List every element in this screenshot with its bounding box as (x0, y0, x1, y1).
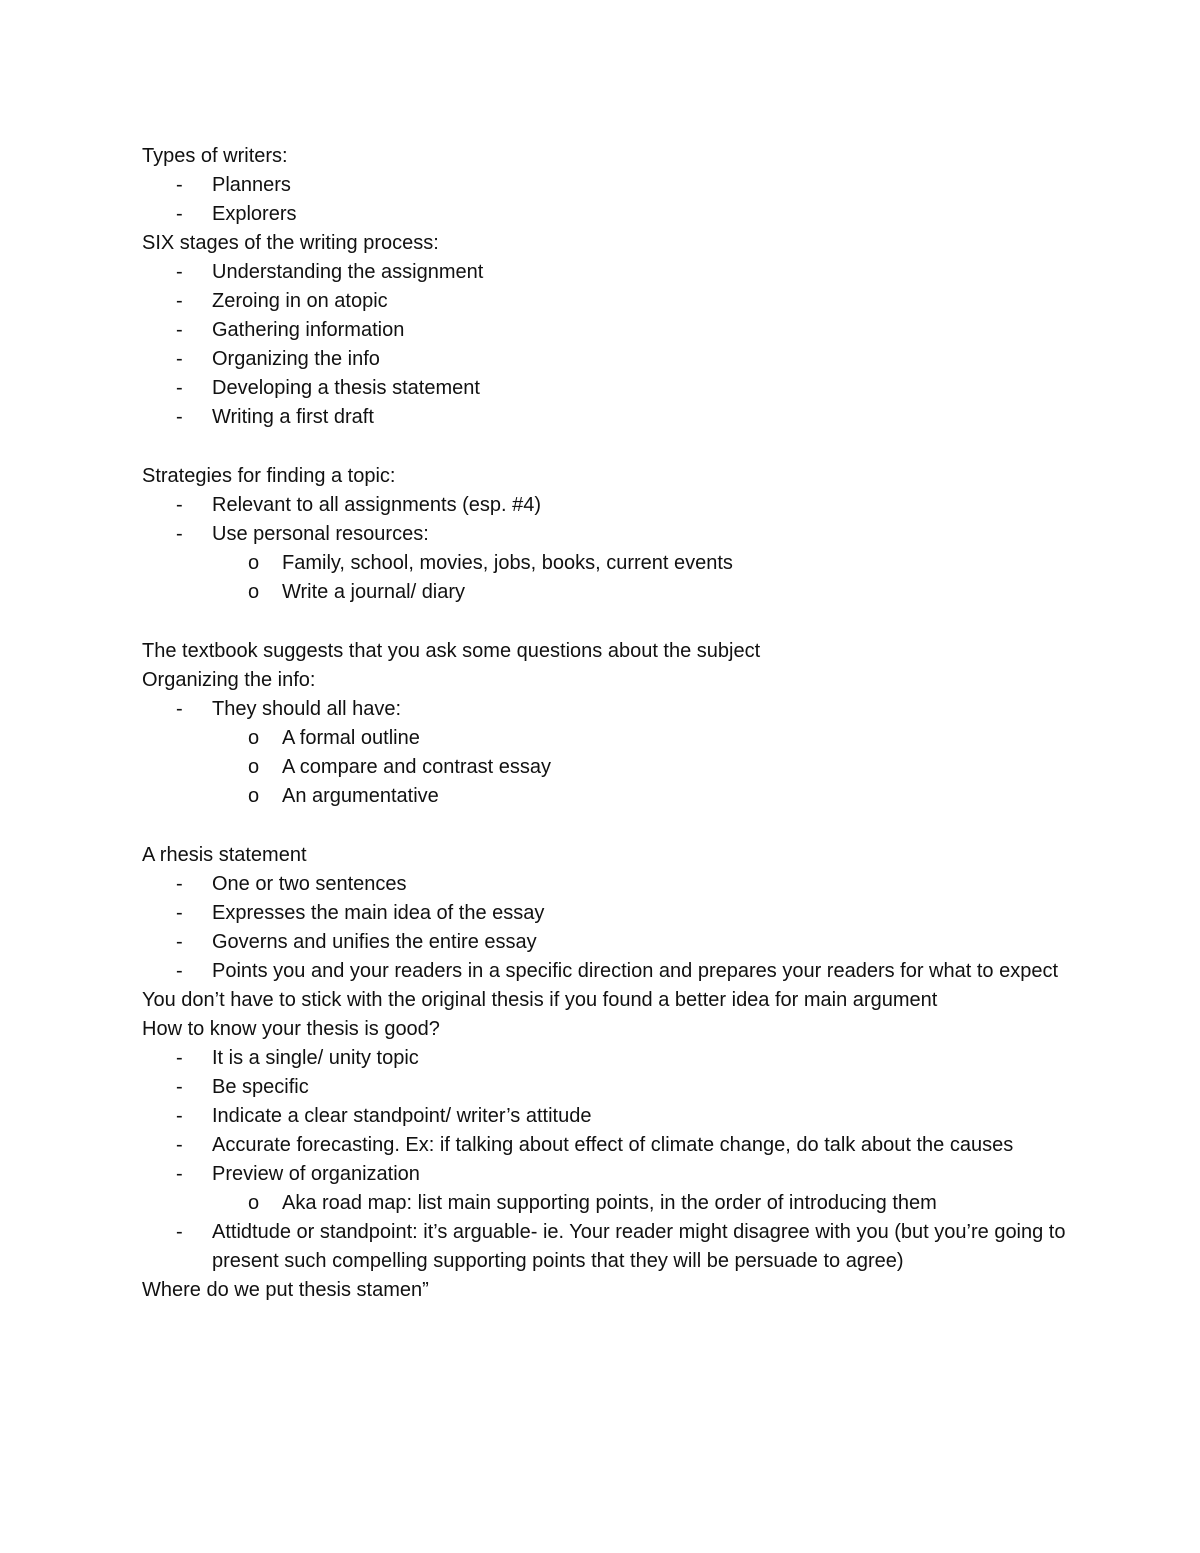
dash-bullet: - (176, 1134, 183, 1156)
sub-list-item-text: An argumentative (282, 785, 439, 807)
dash-bullet: - (176, 174, 183, 196)
list-item-text: Accurate forecasting. Ex: if talking about effect of climate change, do talk about the causes (212, 1134, 1014, 1156)
dash-bullet: - (176, 319, 183, 341)
list-item-text: They should all have: (212, 698, 402, 720)
original-thesis-note: You don’t have to stick with the original thesis if you found a better idea for main argument (142, 989, 938, 1011)
dash-bullet: - (176, 698, 183, 720)
sub-list-item-text: A formal outline (282, 727, 420, 749)
dash-bullet: - (176, 406, 183, 428)
dash-bullet: - (176, 377, 183, 399)
circle-bullet: o (248, 552, 260, 574)
circle-bullet: o (248, 581, 260, 603)
list-item (142, 316, 1102, 345)
list-item (142, 928, 1102, 957)
list-item-text: One or two sentences (212, 873, 407, 895)
list-item-text: Indicate a clear standpoint/ writer’s attitude (212, 1105, 592, 1127)
circle-bullet: o (248, 785, 260, 807)
document-body (142, 142, 1102, 1305)
sub-list-item (142, 1189, 1102, 1218)
dash-bullet: - (176, 1047, 183, 1069)
circle-bullet: o (248, 1192, 260, 1214)
list-item-text: Developing a thesis statement (212, 377, 480, 399)
sub-list-item-text: Family, school, movies, jobs, books, current events (282, 552, 733, 574)
list-item-text: Expresses the main idea of the essay (212, 902, 545, 924)
list-item (142, 1160, 1102, 1189)
list-item (142, 403, 1102, 432)
list-item (142, 1044, 1102, 1073)
list-item (142, 1102, 1102, 1131)
list-item (142, 200, 1102, 229)
sub-list-item (142, 753, 1102, 782)
list-item-text: Preview of organization (212, 1163, 420, 1185)
list-item-text: Planners (212, 174, 291, 196)
list-item-text: It is a single/ unity topic (212, 1047, 419, 1069)
organizing-heading: Organizing the info: (142, 669, 316, 691)
dash-bullet: - (176, 1105, 183, 1127)
sub-list-item (142, 724, 1102, 753)
good-thesis-heading: How to know your thesis is good? (142, 1018, 440, 1040)
dash-bullet: - (176, 931, 183, 953)
list-item (142, 491, 1102, 520)
list-item-text: Explorers (212, 203, 297, 225)
list-item (142, 1131, 1102, 1160)
textbook-note: The textbook suggests that you ask some questions about the subject (142, 640, 761, 662)
thesis-heading: A rhesis statement (142, 844, 307, 866)
list-item (142, 258, 1102, 287)
closing-question: Where do we put thesis stamen” (142, 1279, 429, 1301)
circle-bullet: o (248, 727, 260, 749)
dash-bullet: - (176, 523, 183, 545)
list-item (142, 957, 1102, 986)
list-item (142, 345, 1102, 374)
list-item (142, 171, 1102, 200)
dash-bullet: - (176, 960, 183, 982)
circle-bullet: o (248, 756, 260, 778)
list-item (142, 374, 1102, 403)
list-item (142, 1218, 1102, 1276)
list-item (142, 695, 1102, 724)
stages-heading: SIX stages of the writing process: (142, 232, 439, 254)
list-item-text: Points you and your readers in a specific direction and prepares your readers for what to expect (212, 960, 1059, 982)
list-item-text: Be specific (212, 1076, 309, 1098)
dash-bullet: - (176, 873, 183, 895)
strategies-heading: Strategies for finding a topic: (142, 465, 396, 487)
dash-bullet: - (176, 1076, 183, 1098)
list-item-text: Zeroing in on atopic (212, 290, 388, 312)
writers-heading: Types of writers: (142, 145, 288, 167)
dash-bullet: - (176, 1163, 183, 1185)
list-item-text: Writing a first draft (212, 406, 374, 428)
dash-bullet: - (176, 1221, 183, 1243)
list-item (142, 287, 1102, 316)
dash-bullet: - (176, 290, 183, 312)
dash-bullet: - (176, 348, 183, 370)
list-item-text: Attidtude or standpoint: it’s arguable- ie. Your reader might disagree with you (but you’re going to present such compelling supporting points that they will be persuade to agree) (212, 1221, 1066, 1272)
dash-bullet: - (176, 902, 183, 924)
list-item (142, 899, 1102, 928)
list-item (142, 520, 1102, 549)
list-item (142, 1073, 1102, 1102)
list-item-text: Understanding the assignment (212, 261, 484, 283)
sub-list-item-text: A compare and contrast essay (282, 756, 552, 778)
sub-list-item (142, 578, 1102, 607)
dash-bullet: - (176, 203, 183, 225)
sub-list-item-text: Aka road map: list main supporting points, in the order of introducing them (282, 1192, 937, 1214)
dash-bullet: - (176, 494, 183, 516)
paragraph-spacer (142, 811, 1102, 841)
paragraph-spacer (142, 607, 1102, 637)
paragraph-spacer (142, 432, 1102, 462)
sub-list-item (142, 549, 1102, 578)
list-item-text: Organizing the info (212, 348, 380, 370)
list-item (142, 870, 1102, 899)
sub-list-item (142, 782, 1102, 811)
list-item-text: Relevant to all assignments (esp. #4) (212, 494, 542, 516)
list-item-text: Gathering information (212, 319, 405, 341)
list-item-text: Governs and unifies the entire essay (212, 931, 537, 953)
sub-list-item-text: Write a journal/ diary (282, 581, 466, 603)
dash-bullet: - (176, 261, 183, 283)
list-item-text: Use personal resources: (212, 523, 429, 545)
